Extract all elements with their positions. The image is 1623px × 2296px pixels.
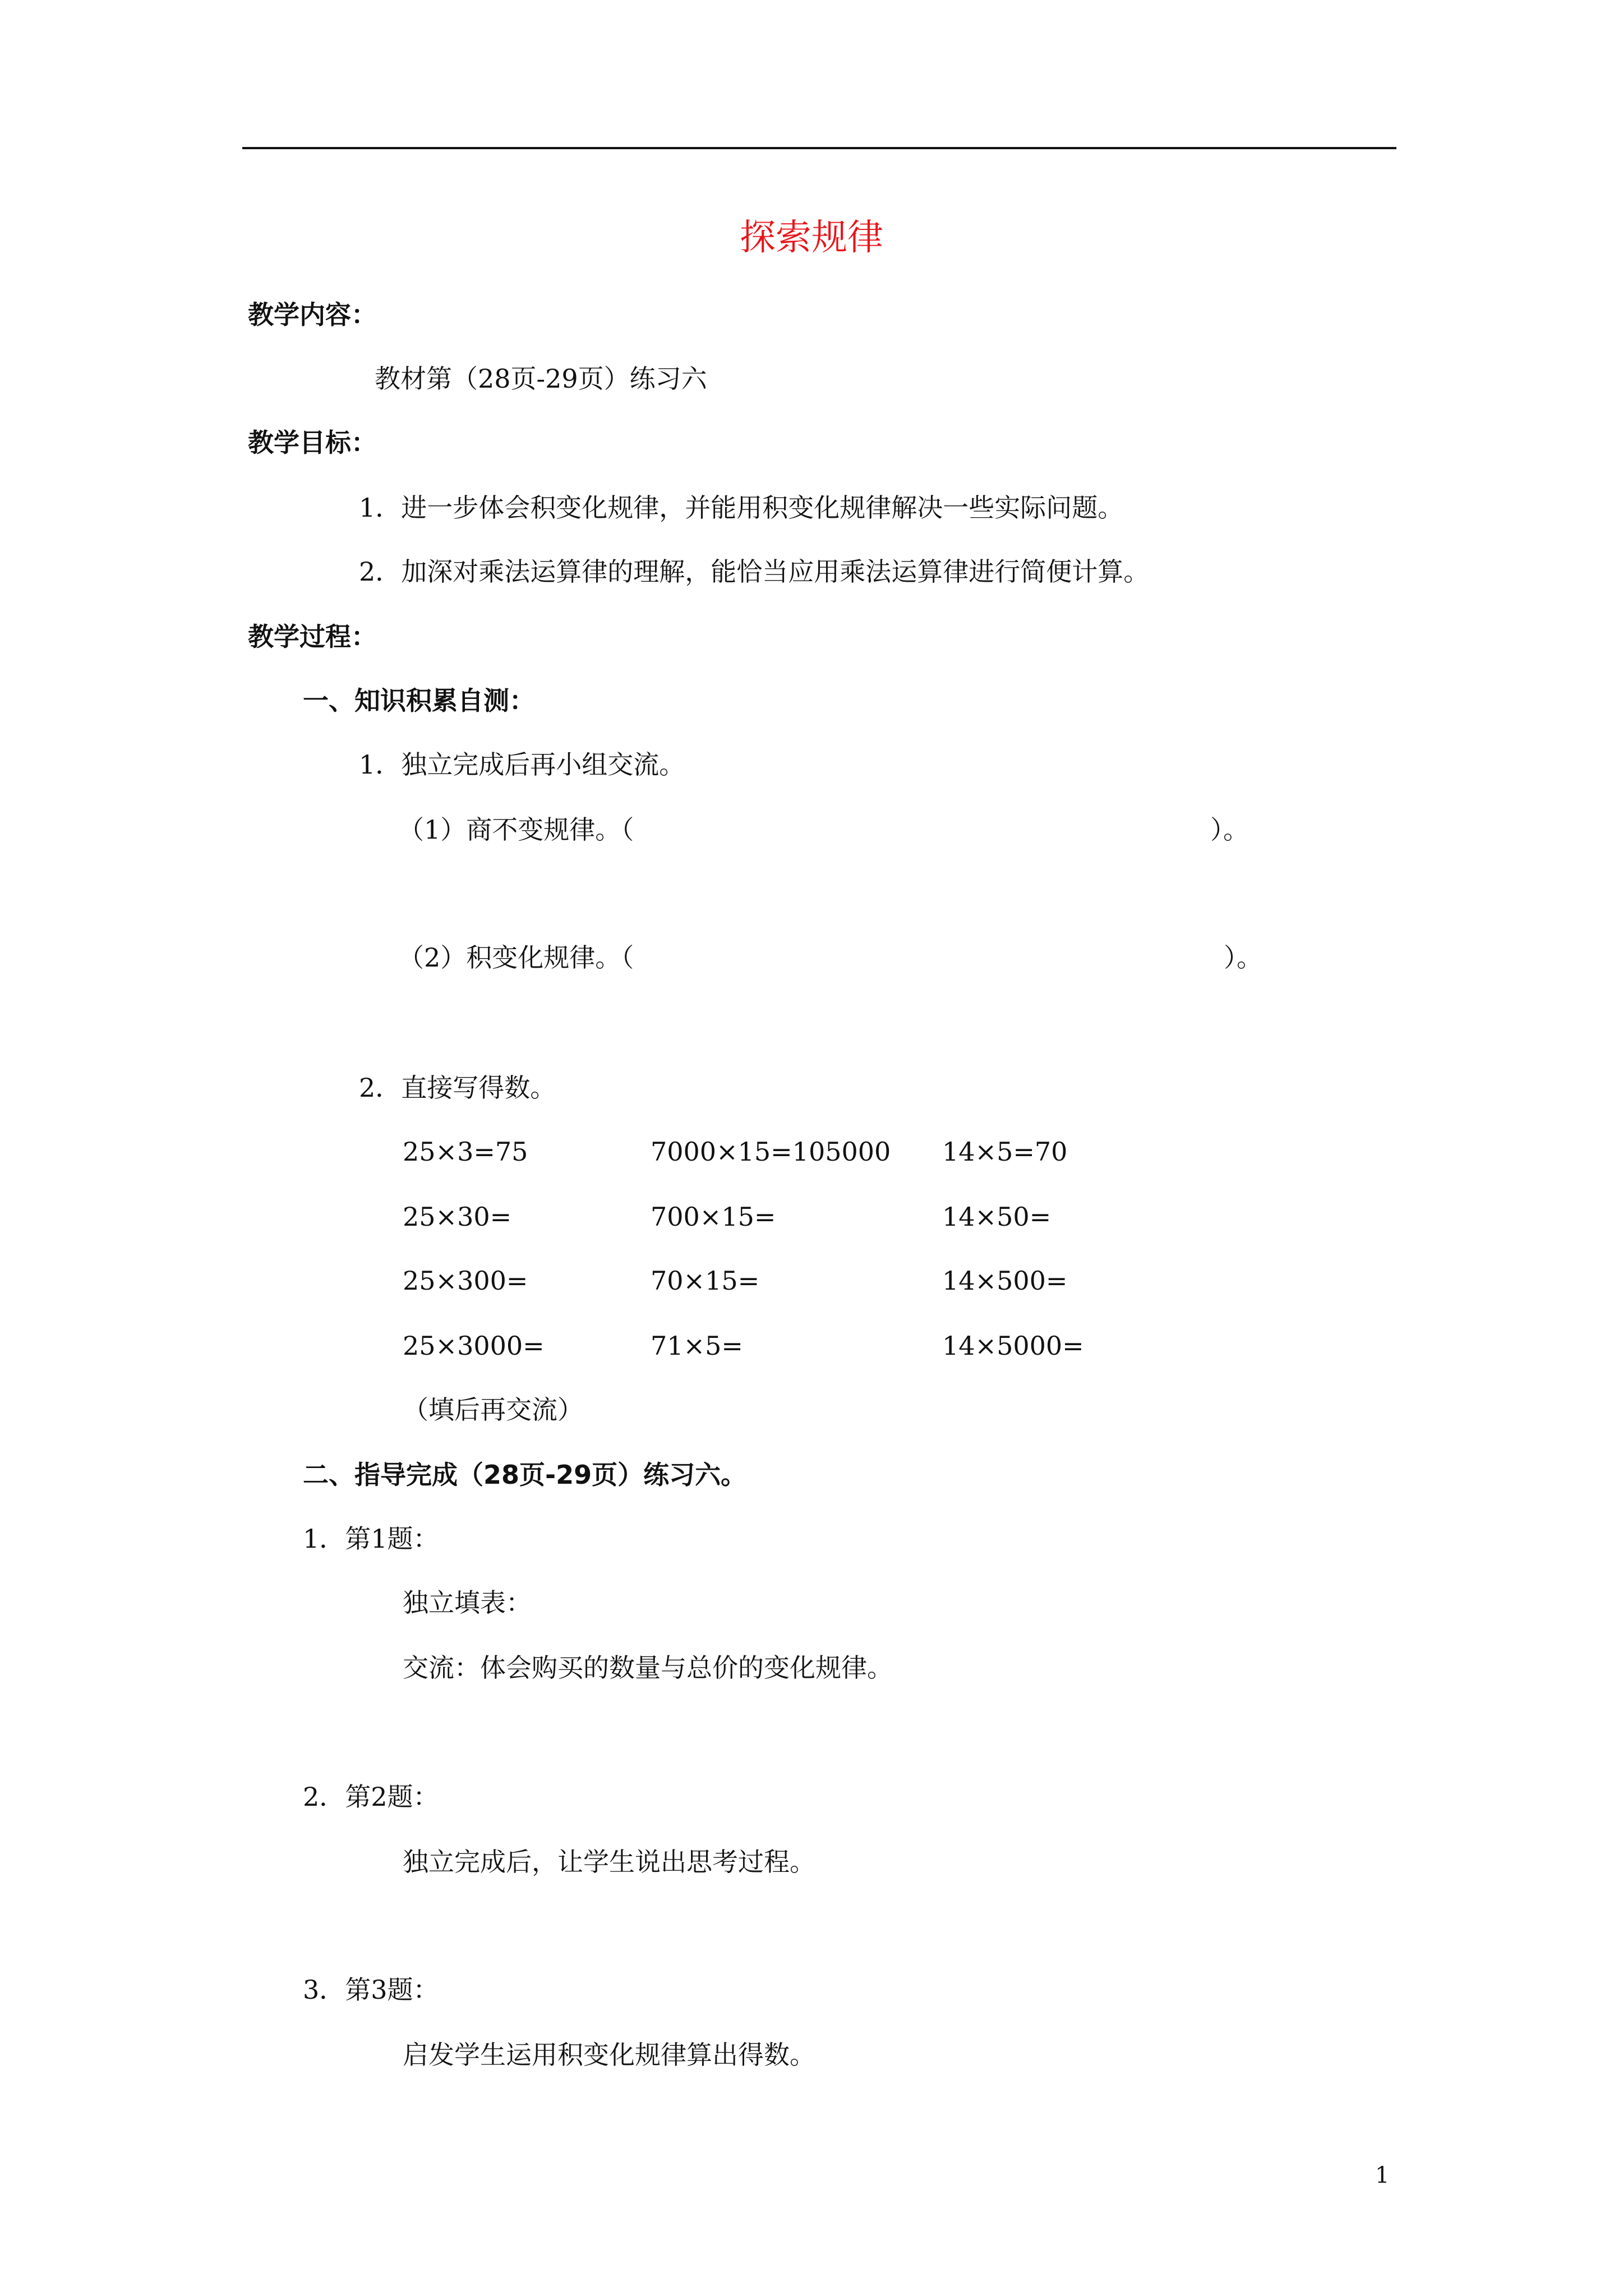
calc-cell: 71×5= (651, 1331, 743, 1361)
page-number: 1 (1375, 2162, 1390, 2188)
exercise-2-line: 独立完成后，让学生说出思考过程。 (403, 1847, 815, 1877)
calc-cell: 14×500= (942, 1266, 1068, 1296)
section-heading-process: 教学过程： (248, 622, 377, 652)
goal-item-2: 2．加深对乘法运算律的理解，能恰当应用乘法运算律进行简便计算。 (359, 556, 1150, 587)
section-heading-content: 教学内容： (248, 300, 377, 330)
q1b-close: ）。 (1224, 942, 1262, 973)
exercise-1-line: 独立填表： (403, 1588, 532, 1618)
exercise-2-title: 2．第2题： (303, 1782, 439, 1812)
calc-cell: 14×5000= (942, 1331, 1084, 1361)
header-rule (242, 147, 1396, 149)
calc-cell: 25×3000= (403, 1331, 545, 1361)
calc-cell: 14×5=70 (942, 1137, 1068, 1167)
calc-cell: 25×3=75 (403, 1137, 528, 1167)
q1b-label: （2）积变化规律。（ (398, 942, 634, 973)
part2-heading: 二、指导完成（28页-29页）练习六。 (303, 1460, 747, 1490)
content-text: 教材第（28页-29页）练习六 (375, 364, 707, 394)
question-1: 1．独立完成后再小组交流。 (359, 749, 685, 780)
section-heading-goals: 教学目标： (248, 427, 377, 458)
exercise-3-line: 启发学生运用积变化规律算出得数。 (403, 2040, 815, 2070)
part1-heading: 一、知识积累自测： (303, 685, 535, 716)
exercise-1-title: 1．第1题： (303, 1524, 439, 1554)
calc-cell: 70×15= (651, 1266, 760, 1296)
calc-cell: 7000×15=105000 (651, 1137, 891, 1167)
goal-item-1: 1．进一步体会积变化规律，并能用积变化规律解决一些实际问题。 (359, 493, 1124, 523)
exercise-3-title: 3．第3题： (303, 1975, 439, 2005)
q1a-close: ）。 (1210, 815, 1249, 845)
calc-note: （填后再交流） (403, 1395, 583, 1425)
question-2: 2．直接写得数。 (359, 1073, 556, 1103)
exercise-1-line: 交流：体会购买的数量与总价的变化规律。 (403, 1653, 893, 1683)
calc-cell: 700×15= (651, 1202, 776, 1232)
document-title: 探索规律 (740, 217, 883, 259)
calc-cell: 25×30= (403, 1202, 512, 1232)
calc-cell: 14×50= (942, 1202, 1052, 1232)
calc-cell: 25×300= (403, 1266, 528, 1296)
q1a-label: （1）商不变规律。（ (398, 815, 634, 845)
